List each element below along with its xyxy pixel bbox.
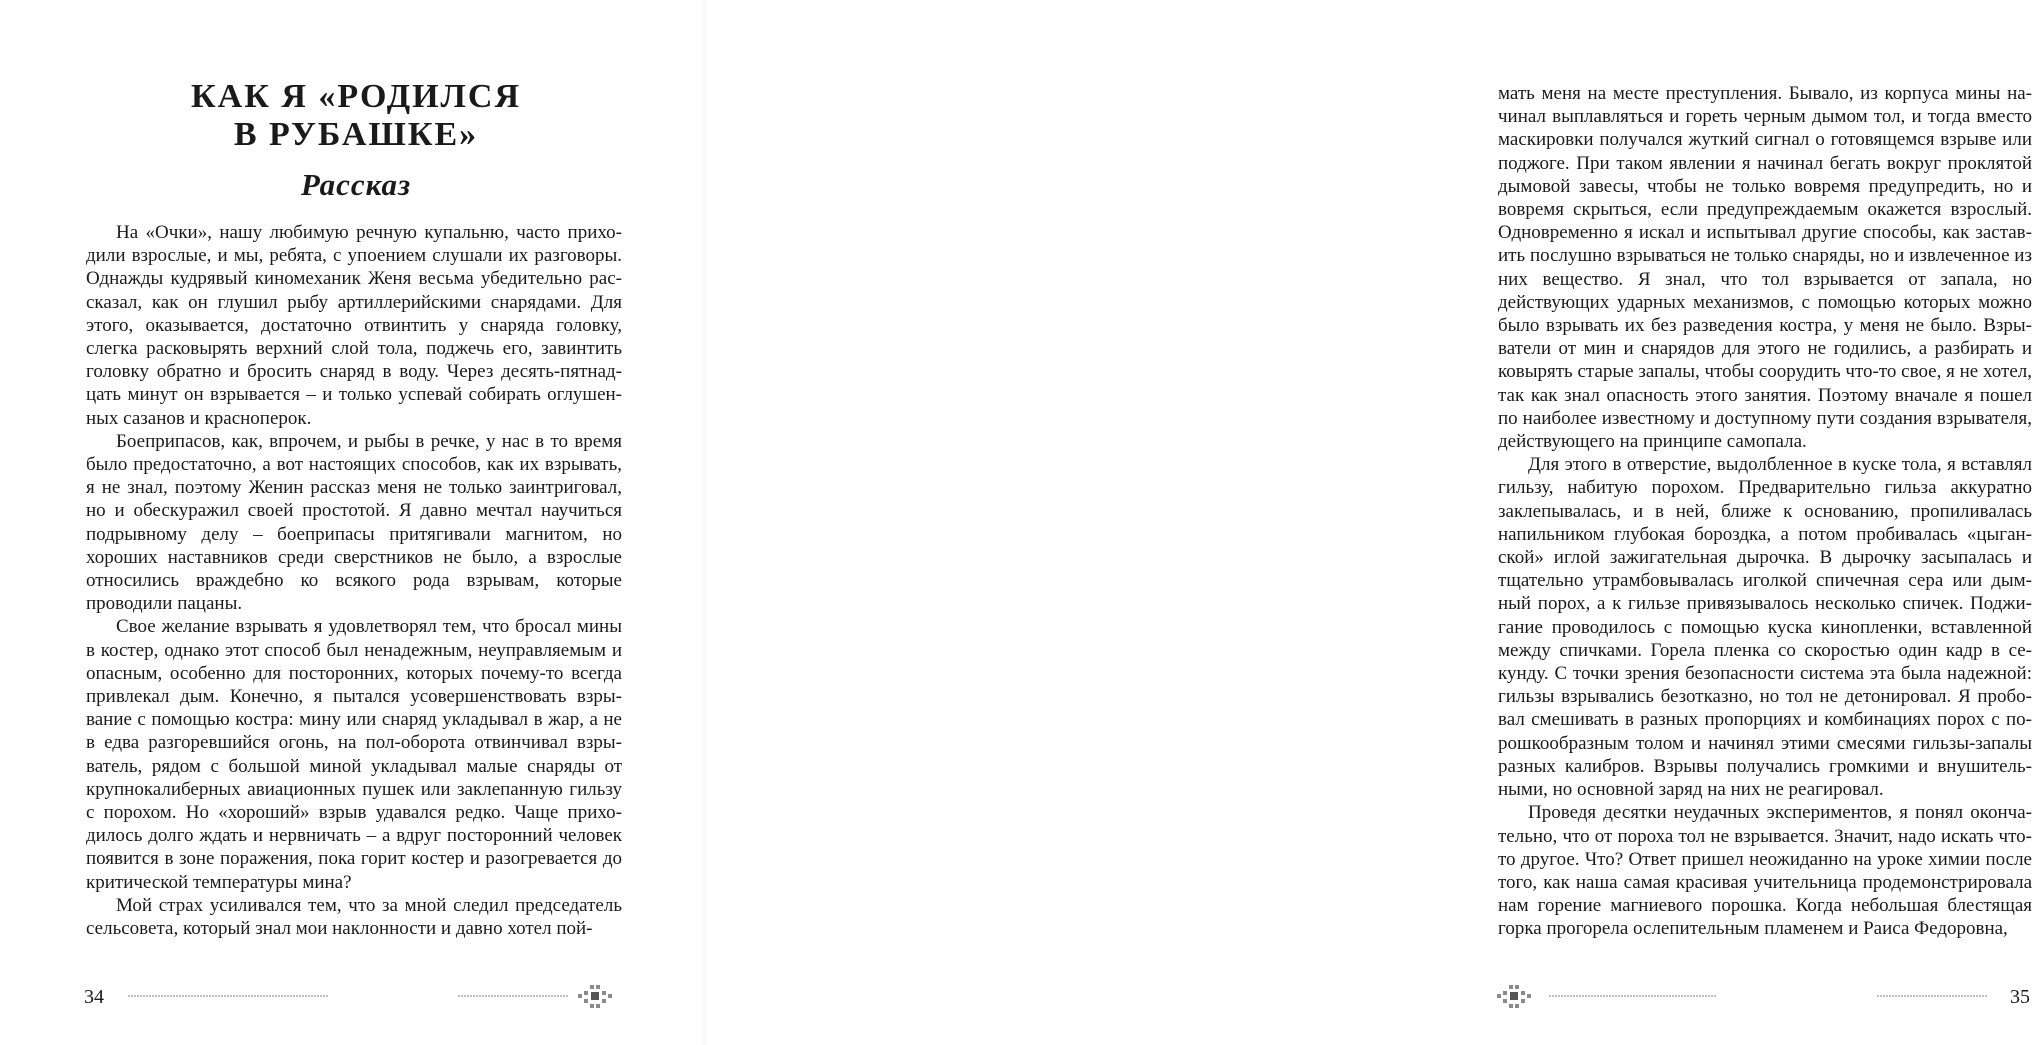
paragraph: Для этого в отверстие, выдолбленное в куске тола, я вставлял гильзу, набитую порохом. Предварительно гильза аккуратно заклепывалась, и в ней, ближе к основанию, пропиливалась напильником глубокая бороздка, а потом пробивалась «цыганской» иглой зажигательная дырочка. В дырочку засыпалась и тщательно утрамбовывалась иголкой спичечная сера или дымный порох, а к гильзе привязывалось несколько спичек. Поджигание проводилось с помощью куска кинопленки, вставленной между спичками. Горела пленка со скоростью один кадр в секунду. С точки зрения безопасности система эта была надежной: гильзы взрывались безотказно, но тол не детонировал. Я пробовал смешивать в разных пропорциях и комбинациях порох с порошкообразным толом и начинял этими смесями гильзы-запалы разных калибров. Взрывы получались громкими и внушительными, но основной заряд на них не реагировал.	[1498, 454, 2032, 801]
chapter-title	[86, 78, 626, 154]
right-page-text	[1498, 82, 2032, 941]
paragraph: Боеприпасов, как, впрочем, и рыбы в речке, у нас в то время было предостаточно, а вот настоящих способов, как их взрывать, я не знал, поэтому Женин рассказ меня не только заинтриговал, но и обескуражил своей простотой. Я давно мечтал научиться подрывному делу – боеприпасы притягивали магнитом, но хороших наставников среди сверстников не было, а взрослые относились враждебно ко всякого рода взрывам, которые проводили пацаны.	[86, 430, 622, 615]
ornament-squares-icon	[578, 985, 612, 1008]
footer-ornament-left	[128, 983, 628, 1009]
paragraph: Мой страх усиливался тем, что за мной следил председатель сельсовета, который знал мои наклонности и давно хотел пой-	[86, 894, 622, 940]
paragraph: На «Очки», нашу любимую речную купальню, часто приходили взрослые, и мы, ребята, с упоением слушали их разговоры. Однажды кудрявый киномеханик Женя весьма убедительно рассказал, как он глушил рыбу артиллерийскими снарядами. Для этого, оказывается, достаточно отвинтить у снаряда головку, слегка расковырять верхний слой тола, поджечь его, завинтить головку обратно и бросить снаряд в воду. Через десять-пятнадцать минут он взрывается – и только успевай собирать оглушенных сазанов и красноперок.	[86, 222, 622, 429]
paragraph: мать меня на месте преступления. Бывало, из корпуса мины начинал выплавляться и гореть черным дымом тол, и тогда вместо маскировки получался жуткий сигнал о готовящемся взрыве или поджоге. При таком явлении я начинал бегать вокруг проклятой дымовой завесы, чтобы не только вовремя предупредить, но и вовремя скрыться, если предупреждаемым окажется взрослый. Одновременно я искал и испытывал другие способы, как заставить послушно взрываться не только снаряды, но и извлеченное из них вещество. Я знал, что тол взрывается от запала, но действующих ударных механизмов, с помощью которых можно было взрывать их без разведения костра, у меня не было. Взрыватели от мин и снарядов для этого не годились, а разбирать и ковырять старые запалы, чтобы соорудить что-то свое, я не хотел, так как знал опасность этого занятия. Поэтому вначале я пошел по наиболее известному и доступному пути создания взрывателя, действующего на принципе самопала.	[1498, 83, 2032, 453]
left-page	[0, 0, 707, 1045]
paragraph: Свое желание взрывать я удовлетворял тем, что бросал мины в костер, однако этот способ был ненадежным, неуправляемым и опасным, особенно для посторонних, которых почему-то всегда привлекал дым. Конечно, я пытался усовершенствовать взрывание с помощью костра: мину или снаряд укладывал в жар, а не в едва разгоревшийся огонь, на пол-оборота отвинчивал взрыватель, рядом с большой миной укладывал малые снаряды от крупнокалиберных авиационных пушек или заклепанную гильзу с порохом. Но «хороший» взрыв удавался редко. Чаще приходилось долго ждать и нервничать – а вдруг посторонний человек появится в зоне поражения, пока горит костер и разогревается до критической температуры мина?	[86, 616, 622, 893]
title-line-1: КАК Я «РОДИЛСЯ	[190, 78, 521, 115]
paragraph: Проведя десятки неудачных экспериментов, я понял окончательно, что от пороха тол не взрывается. Значит, надо искать что-то другое. Что? Ответ пришел неожиданно на уроке химии после того, как наша самая красивая учительница продемонстрировала нам горение магниевого порошка. Когда небольшая блестящая горка прогорела ослепительным пламенем и Раиса Федоровна,	[1498, 802, 2032, 940]
chapter-subtitle: Рассказ	[300, 167, 412, 202]
title-line-2: В РУБАШКЕ»	[233, 116, 479, 153]
left-page-text	[86, 221, 622, 940]
footer-ornament-right	[1497, 983, 1997, 1009]
page-number: 34	[84, 986, 104, 1008]
right-page	[707, 0, 2032, 1045]
page-number: 35	[2010, 986, 2030, 1008]
ornament-squares-icon	[1497, 985, 1531, 1008]
